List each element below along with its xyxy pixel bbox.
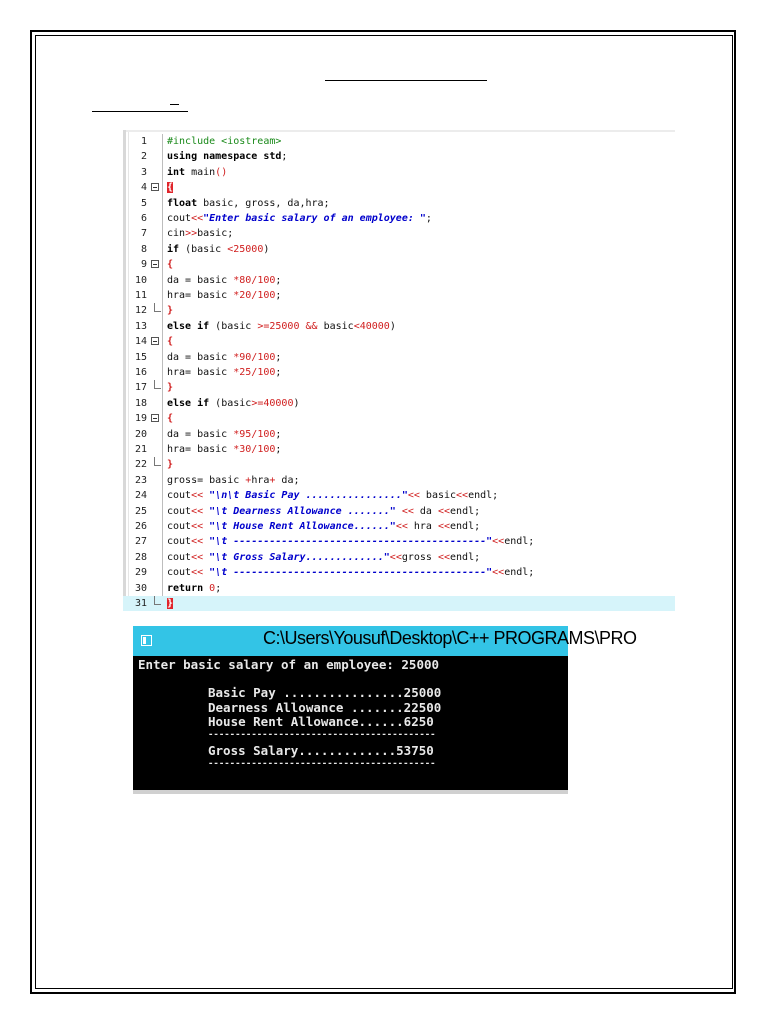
- code-token: <<: [437, 505, 451, 517]
- fold-end-marker-icon: [154, 457, 161, 466]
- code-text: [167, 257, 173, 272]
- code-text: [167, 365, 281, 380]
- console-dearness-line: Dearness Allowance .......22500: [208, 699, 442, 715]
- line-number: 13: [134, 320, 147, 332]
- code-text: [167, 273, 281, 288]
- code-text: [167, 596, 173, 611]
- code-text: [167, 288, 281, 303]
- code-token: *: [233, 444, 240, 455]
- code-token: ;: [275, 290, 282, 301]
- code-text: [167, 319, 396, 334]
- code-token: <<: [492, 536, 505, 548]
- fold-collapse-icon[interactable]: [151, 183, 159, 191]
- code-token: basic, gross, da,hra;: [197, 197, 330, 209]
- line-number: 1: [140, 136, 147, 147]
- code-token: <: [227, 243, 234, 255]
- console-hra-line: House Rent Allowance......6250: [208, 714, 434, 729]
- code-token: using namespace std: [167, 151, 282, 163]
- code-text: [167, 473, 300, 488]
- code-line[interactable]: [123, 596, 675, 611]
- code-text: [167, 165, 227, 180]
- code-text: [167, 211, 432, 226]
- console-divider-line: ------------------------------------------: [208, 730, 436, 740]
- code-token: da = basic: [167, 428, 234, 440]
- code-text: [167, 504, 480, 519]
- fold-collapse-icon[interactable]: [151, 337, 159, 345]
- code-text: [167, 242, 269, 257]
- console-title: C:\Users\Yousuf\Desktop\C++ PROGRAMS\PRO: [263, 628, 637, 648]
- code-token: ;: [425, 213, 432, 224]
- code-line[interactable]: [123, 565, 675, 580]
- code-token: }: [167, 305, 174, 317]
- code-line[interactable]: [123, 303, 675, 318]
- code-token: <<: [191, 521, 204, 532]
- code-token: if: [167, 243, 180, 255]
- code-text: [167, 411, 173, 426]
- code-token: <<: [191, 551, 204, 563]
- code-line[interactable]: [123, 134, 675, 149]
- code-line[interactable]: [123, 196, 675, 211]
- code-token: *: [233, 428, 240, 440]
- code-token: <<: [492, 567, 505, 579]
- code-token: int: [167, 166, 186, 178]
- code-editor[interactable]: [123, 130, 675, 610]
- line-number: 10: [134, 274, 147, 286]
- line-number: 7: [140, 228, 147, 240]
- code-token: <<: [191, 536, 204, 548]
- code-text: [167, 350, 281, 365]
- code-token: *: [233, 367, 240, 378]
- code-line[interactable]: [123, 396, 675, 411]
- code-token: endl;: [450, 551, 481, 563]
- line-number: 2: [140, 151, 147, 163]
- code-token: da = basic: [167, 274, 234, 286]
- code-token: ;: [275, 444, 282, 455]
- code-token: >=: [257, 320, 270, 332]
- code-line[interactable]: [123, 473, 675, 488]
- line-number: 24: [134, 490, 147, 502]
- code-token: 40000: [263, 397, 294, 409]
- code-text: [167, 488, 498, 503]
- code-token: }: [167, 598, 174, 609]
- code-line[interactable]: [123, 180, 675, 195]
- code-token: ;: [215, 582, 222, 594]
- code-token: endl;: [468, 490, 499, 502]
- code-token: "Enter basic salary of an employee: ": [203, 213, 426, 224]
- code-text: [167, 303, 173, 318]
- code-line[interactable]: [123, 165, 675, 180]
- code-token: basic: [419, 490, 457, 502]
- code-line[interactable]: [123, 581, 675, 596]
- code-token: "\t Gross Salary.............": [209, 551, 390, 563]
- code-line[interactable]: [123, 350, 675, 365]
- code-token: else if: [167, 320, 210, 332]
- code-token: &&: [305, 320, 318, 332]
- fold-collapse-icon[interactable]: [151, 414, 159, 422]
- code-token: ;: [275, 428, 282, 440]
- code-line[interactable]: [123, 411, 675, 426]
- line-number: 11: [134, 290, 147, 301]
- code-text: [167, 550, 480, 565]
- code-token: "\t ------------------------------------------": [209, 536, 493, 548]
- code-token: endl;: [504, 567, 535, 579]
- code-line[interactable]: [123, 319, 675, 334]
- code-token: "\t ------------------------------------------": [209, 567, 493, 579]
- code-text: [167, 396, 300, 411]
- code-token: return: [167, 582, 204, 594]
- code-token: 25000: [269, 320, 300, 332]
- code-token: <<: [401, 505, 414, 517]
- code-token: (basic: [179, 243, 228, 255]
- code-token: ): [263, 243, 270, 255]
- code-token: cout: [167, 213, 192, 224]
- code-line[interactable]: [123, 257, 675, 272]
- code-token: cin: [167, 228, 186, 240]
- code-token: <<: [389, 551, 402, 563]
- code-token: "\n\t Basic Pay ................": [209, 490, 408, 502]
- line-number: 27: [134, 536, 147, 548]
- code-token: }: [167, 459, 174, 471]
- line-number: 21: [134, 444, 147, 455]
- code-line[interactable]: [123, 534, 675, 549]
- code-token: gross= basic: [167, 474, 246, 486]
- code-line[interactable]: [123, 519, 675, 534]
- code-token: +: [245, 474, 252, 486]
- code-token: 0: [209, 582, 216, 594]
- code-token: {: [167, 259, 174, 271]
- subtitle-dash: [170, 104, 179, 105]
- line-number: 9: [140, 259, 147, 271]
- code-token: +: [269, 474, 276, 486]
- console-basic-pay-line: Basic Pay ................25000: [208, 685, 442, 700]
- code-token: hra: [407, 521, 438, 532]
- line-number: 8: [140, 243, 147, 255]
- console-gross-line: Gross Salary.............53750: [208, 743, 434, 758]
- console-prompt-line: Enter basic salary of an employee: 25000: [138, 657, 440, 672]
- code-token: "\t House Rent Allowance......": [209, 521, 396, 532]
- code-token: endl;: [504, 536, 535, 548]
- line-number: 20: [134, 428, 147, 440]
- code-token: 90/100: [239, 351, 276, 363]
- code-token: cout: [167, 490, 192, 502]
- code-token: ;: [275, 351, 282, 363]
- code-token: 80/100: [239, 274, 276, 286]
- code-token: gross: [401, 551, 438, 563]
- code-text: [167, 427, 281, 442]
- line-number: 26: [134, 521, 147, 532]
- code-text: [167, 196, 330, 211]
- code-text: [167, 134, 281, 149]
- line-number: 25: [134, 505, 147, 517]
- title-underline: [325, 80, 487, 81]
- code-token: 20/100: [239, 290, 276, 301]
- code-token: 25/100: [239, 367, 276, 378]
- code-token: da;: [275, 474, 300, 486]
- fold-end-marker-icon: [154, 303, 161, 312]
- code-token: cout: [167, 505, 192, 517]
- line-number: 18: [134, 397, 147, 409]
- code-token: <<: [456, 490, 469, 502]
- code-token: ): [389, 320, 396, 332]
- code-token: <<: [395, 521, 408, 532]
- code-text: [167, 565, 534, 580]
- code-token: 30/100: [239, 444, 276, 455]
- code-text: [167, 519, 480, 534]
- code-token: da = basic: [167, 351, 234, 363]
- line-number: 22: [134, 459, 147, 471]
- code-text: [167, 534, 534, 549]
- code-text: [167, 581, 221, 596]
- line-number: 19: [134, 413, 147, 425]
- console-divider-line-2: ------------------------------------------: [208, 759, 436, 769]
- code-token: <<: [191, 213, 204, 224]
- code-line[interactable]: [123, 149, 675, 164]
- code-line[interactable]: [123, 442, 675, 457]
- line-number: 4: [140, 182, 147, 194]
- code-token: <<: [407, 490, 420, 502]
- code-token: 40000: [359, 320, 390, 332]
- code-token: ): [293, 397, 300, 409]
- code-token: ;: [275, 274, 282, 286]
- code-token: hra= basic: [167, 367, 234, 378]
- code-line[interactable]: [123, 334, 675, 349]
- line-number: 3: [140, 166, 147, 178]
- code-line[interactable]: [123, 288, 675, 303]
- line-number: 29: [134, 567, 147, 579]
- code-token: da: [413, 505, 438, 517]
- code-token: #include <iostream>: [167, 136, 282, 147]
- code-token: 25000: [233, 243, 264, 255]
- code-token: *: [233, 290, 240, 301]
- code-token: 95/100: [239, 428, 276, 440]
- console-output: [133, 656, 568, 790]
- line-number: 31: [134, 598, 147, 609]
- line-number: 16: [134, 367, 147, 378]
- code-line[interactable]: [123, 550, 675, 565]
- code-token: <<: [191, 490, 204, 502]
- console-titlebar[interactable]: [133, 626, 637, 656]
- code-token: ;: [275, 367, 282, 378]
- code-text: [167, 180, 173, 195]
- code-text: [167, 380, 173, 395]
- code-token: "\t Dearness Allowance .......": [209, 505, 396, 517]
- code-token: *: [233, 274, 240, 286]
- code-line[interactable]: [123, 365, 675, 380]
- code-token: <: [353, 320, 360, 332]
- code-token: >=: [251, 397, 264, 409]
- code-line[interactable]: [123, 273, 675, 288]
- code-line[interactable]: [123, 504, 675, 519]
- code-line[interactable]: [123, 211, 675, 226]
- code-token: *: [233, 351, 240, 363]
- code-token: hra= basic: [167, 444, 234, 455]
- code-token: <<: [191, 505, 204, 517]
- code-text: [167, 334, 173, 349]
- line-number: 23: [134, 474, 147, 486]
- code-line[interactable]: [123, 427, 675, 442]
- code-token: {: [167, 413, 174, 425]
- line-number: 5: [140, 197, 147, 209]
- code-token: {: [167, 336, 174, 348]
- code-token: }: [167, 382, 174, 394]
- line-number: 14: [134, 336, 147, 348]
- fold-collapse-icon[interactable]: [151, 260, 159, 268]
- line-number: 30: [134, 582, 147, 594]
- code-token: (): [215, 166, 228, 178]
- code-token: main: [185, 166, 216, 178]
- line-number: 28: [134, 551, 147, 563]
- code-token: <<: [191, 567, 204, 579]
- subtitle-underline: [92, 111, 188, 112]
- editor-top-border: [126, 130, 675, 132]
- line-number: 6: [140, 213, 147, 224]
- code-token: cout: [167, 521, 192, 532]
- code-line[interactable]: [123, 488, 675, 503]
- code-token: >>: [185, 228, 198, 240]
- fold-end-marker-icon: [154, 380, 161, 389]
- code-line[interactable]: [123, 457, 675, 472]
- line-number: 17: [134, 382, 147, 394]
- console-bottom-edge: [133, 790, 568, 794]
- code-line[interactable]: [123, 380, 675, 395]
- code-text: [167, 457, 173, 472]
- code-line[interactable]: [123, 226, 675, 241]
- code-token: <<: [437, 551, 451, 563]
- code-token: basic;: [197, 228, 234, 240]
- code-token: (basic: [209, 320, 258, 332]
- code-text: [167, 149, 287, 164]
- code-token: basic: [317, 320, 354, 332]
- code-text: [167, 442, 281, 457]
- code-token: float: [167, 197, 198, 209]
- code-token: {: [167, 182, 174, 194]
- code-token: endl;: [450, 521, 481, 532]
- code-token: hra: [251, 474, 270, 486]
- console-window[interactable]: [133, 626, 637, 794]
- code-line[interactable]: [123, 242, 675, 257]
- code-text: [167, 226, 233, 241]
- code-token: cout: [167, 567, 192, 579]
- code-token: else if: [167, 397, 210, 409]
- console-window-icon[interactable]: [141, 635, 152, 646]
- code-token: ;: [281, 151, 288, 163]
- code-token: hra= basic: [167, 290, 234, 301]
- line-number: 12: [134, 305, 147, 317]
- code-token: cout: [167, 551, 192, 563]
- code-token: cout: [167, 536, 192, 548]
- code-token: (basic: [209, 397, 252, 409]
- code-token: endl;: [450, 505, 481, 517]
- code-token: <<: [437, 521, 451, 532]
- line-number: 15: [134, 351, 147, 363]
- fold-end-marker-icon: [154, 596, 161, 605]
